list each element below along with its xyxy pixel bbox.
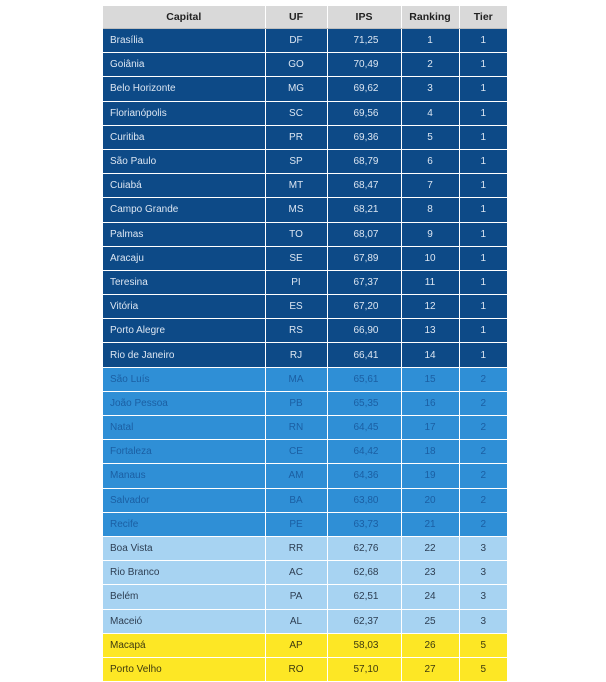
cell-capital: Porto Alegre [103, 319, 265, 343]
cell-ranking: 17 [401, 416, 459, 440]
table-row [103, 512, 507, 536]
cell-ips: 67,89 [327, 246, 401, 270]
cell-ranking: 10 [401, 246, 459, 270]
cell-ranking: 15 [401, 367, 459, 391]
table-row [103, 536, 507, 560]
cell-capital: João Pessoa [103, 391, 265, 415]
cell-tier: 5 [459, 633, 507, 657]
cell-ranking: 13 [401, 319, 459, 343]
table-row [103, 488, 507, 512]
cell-uf: RN [265, 416, 327, 440]
header-ranking: Ranking [401, 6, 459, 29]
cell-ranking: 6 [401, 149, 459, 173]
table-row [103, 29, 507, 53]
cell-ips: 67,20 [327, 295, 401, 319]
cell-ips: 67,37 [327, 270, 401, 294]
table-row [103, 198, 507, 222]
cell-capital: Rio Branco [103, 561, 265, 585]
cell-ranking: 18 [401, 440, 459, 464]
cell-ranking: 1 [401, 29, 459, 53]
cell-tier: 3 [459, 561, 507, 585]
cell-uf: PA [265, 585, 327, 609]
cell-uf: AP [265, 633, 327, 657]
table-row [103, 391, 507, 415]
cell-tier: 3 [459, 585, 507, 609]
cell-tier: 2 [459, 464, 507, 488]
cell-tier: 1 [459, 174, 507, 198]
table-row [103, 343, 507, 367]
ips-table-container [103, 6, 507, 682]
cell-tier: 1 [459, 295, 507, 319]
cell-tier: 1 [459, 319, 507, 343]
cell-tier: 2 [459, 391, 507, 415]
cell-ips: 62,37 [327, 609, 401, 633]
cell-capital: Belém [103, 585, 265, 609]
cell-ips: 62,51 [327, 585, 401, 609]
cell-ranking: 14 [401, 343, 459, 367]
cell-ips: 71,25 [327, 29, 401, 53]
cell-uf: MT [265, 174, 327, 198]
cell-capital: Porto Velho [103, 657, 265, 681]
cell-ips: 63,73 [327, 512, 401, 536]
cell-tier: 5 [459, 657, 507, 681]
cell-ips: 65,61 [327, 367, 401, 391]
cell-uf: AM [265, 464, 327, 488]
cell-tier: 2 [459, 440, 507, 464]
cell-tier: 1 [459, 77, 507, 101]
cell-uf: MA [265, 367, 327, 391]
cell-ips: 66,41 [327, 343, 401, 367]
cell-capital: Florianópolis [103, 101, 265, 125]
table-row [103, 53, 507, 77]
cell-ranking: 2 [401, 53, 459, 77]
cell-ips: 64,45 [327, 416, 401, 440]
cell-ranking: 22 [401, 536, 459, 560]
table-row [103, 440, 507, 464]
cell-uf: RO [265, 657, 327, 681]
cell-ips: 62,68 [327, 561, 401, 585]
cell-capital: Teresina [103, 270, 265, 294]
cell-tier: 1 [459, 101, 507, 125]
cell-uf: AC [265, 561, 327, 585]
cell-ranking: 26 [401, 633, 459, 657]
cell-capital: Manaus [103, 464, 265, 488]
cell-ranking: 25 [401, 609, 459, 633]
cell-tier: 3 [459, 609, 507, 633]
cell-uf: RJ [265, 343, 327, 367]
cell-ranking: 5 [401, 125, 459, 149]
cell-capital: Belo Horizonte [103, 77, 265, 101]
table-row [103, 464, 507, 488]
cell-capital: Fortaleza [103, 440, 265, 464]
table-row [103, 246, 507, 270]
cell-capital: Cuiabá [103, 174, 265, 198]
table-row [103, 585, 507, 609]
cell-uf: RS [265, 319, 327, 343]
cell-ips: 69,36 [327, 125, 401, 149]
cell-ips: 69,62 [327, 77, 401, 101]
cell-capital: Natal [103, 416, 265, 440]
table-row [103, 561, 507, 585]
cell-uf: ES [265, 295, 327, 319]
cell-ips: 64,42 [327, 440, 401, 464]
cell-capital: Curitiba [103, 125, 265, 149]
cell-uf: SP [265, 149, 327, 173]
cell-uf: MS [265, 198, 327, 222]
header-row [103, 6, 507, 29]
table-row [103, 174, 507, 198]
table-row [103, 657, 507, 681]
cell-capital: Campo Grande [103, 198, 265, 222]
cell-ranking: 11 [401, 270, 459, 294]
cell-tier: 1 [459, 53, 507, 77]
cell-tier: 1 [459, 222, 507, 246]
cell-uf: SE [265, 246, 327, 270]
table-row [103, 367, 507, 391]
cell-ranking: 27 [401, 657, 459, 681]
cell-tier: 1 [459, 246, 507, 270]
cell-tier: 2 [459, 488, 507, 512]
cell-uf: PI [265, 270, 327, 294]
cell-ips: 63,80 [327, 488, 401, 512]
cell-ranking: 3 [401, 77, 459, 101]
cell-ranking: 7 [401, 174, 459, 198]
cell-capital: Vitória [103, 295, 265, 319]
cell-capital: Recife [103, 512, 265, 536]
cell-ranking: 23 [401, 561, 459, 585]
cell-capital: Brasília [103, 29, 265, 53]
table-row [103, 77, 507, 101]
table-row [103, 222, 507, 246]
cell-capital: Maceió [103, 609, 265, 633]
cell-capital: São Luís [103, 367, 265, 391]
header-ips: IPS [327, 6, 401, 29]
cell-uf: GO [265, 53, 327, 77]
cell-uf: MG [265, 77, 327, 101]
cell-ranking: 24 [401, 585, 459, 609]
cell-capital: Goiânia [103, 53, 265, 77]
table-row [103, 609, 507, 633]
cell-uf: DF [265, 29, 327, 53]
table-row [103, 633, 507, 657]
cell-tier: 2 [459, 416, 507, 440]
cell-uf: CE [265, 440, 327, 464]
cell-capital: Aracaju [103, 246, 265, 270]
cell-ips: 70,49 [327, 53, 401, 77]
table-row [103, 295, 507, 319]
cell-tier: 1 [459, 198, 507, 222]
cell-ranking: 19 [401, 464, 459, 488]
table-row [103, 125, 507, 149]
table-row [103, 101, 507, 125]
cell-ranking: 4 [401, 101, 459, 125]
cell-ips: 68,47 [327, 174, 401, 198]
table-header [103, 6, 507, 29]
cell-ranking: 8 [401, 198, 459, 222]
cell-capital: Palmas [103, 222, 265, 246]
cell-ips: 65,35 [327, 391, 401, 415]
cell-ips: 58,03 [327, 633, 401, 657]
cell-tier: 1 [459, 149, 507, 173]
cell-ips: 68,21 [327, 198, 401, 222]
ips-ranking-table [103, 6, 507, 682]
cell-capital: Rio de Janeiro [103, 343, 265, 367]
table-row [103, 270, 507, 294]
cell-ranking: 16 [401, 391, 459, 415]
cell-ranking: 21 [401, 512, 459, 536]
cell-ips: 57,10 [327, 657, 401, 681]
cell-uf: PR [265, 125, 327, 149]
cell-uf: RR [265, 536, 327, 560]
cell-ranking: 20 [401, 488, 459, 512]
cell-uf: PE [265, 512, 327, 536]
cell-uf: BA [265, 488, 327, 512]
table-row [103, 416, 507, 440]
cell-uf: AL [265, 609, 327, 633]
header-capital: Capital [103, 6, 265, 29]
cell-tier: 1 [459, 29, 507, 53]
cell-capital: Salvador [103, 488, 265, 512]
cell-tier: 2 [459, 512, 507, 536]
cell-tier: 2 [459, 367, 507, 391]
cell-ranking: 9 [401, 222, 459, 246]
cell-uf: SC [265, 101, 327, 125]
table-body [103, 29, 507, 682]
cell-capital: Macapá [103, 633, 265, 657]
cell-tier: 3 [459, 536, 507, 560]
cell-ips: 64,36 [327, 464, 401, 488]
cell-ranking: 12 [401, 295, 459, 319]
cell-tier: 1 [459, 125, 507, 149]
header-uf: UF [265, 6, 327, 29]
cell-ips: 66,90 [327, 319, 401, 343]
table-row [103, 149, 507, 173]
cell-uf: PB [265, 391, 327, 415]
cell-ips: 62,76 [327, 536, 401, 560]
cell-ips: 69,56 [327, 101, 401, 125]
cell-uf: TO [265, 222, 327, 246]
table-row [103, 319, 507, 343]
cell-ips: 68,07 [327, 222, 401, 246]
cell-capital: São Paulo [103, 149, 265, 173]
cell-ips: 68,79 [327, 149, 401, 173]
cell-tier: 1 [459, 270, 507, 294]
cell-tier: 1 [459, 343, 507, 367]
cell-capital: Boa Vista [103, 536, 265, 560]
header-tier: Tier [459, 6, 507, 29]
